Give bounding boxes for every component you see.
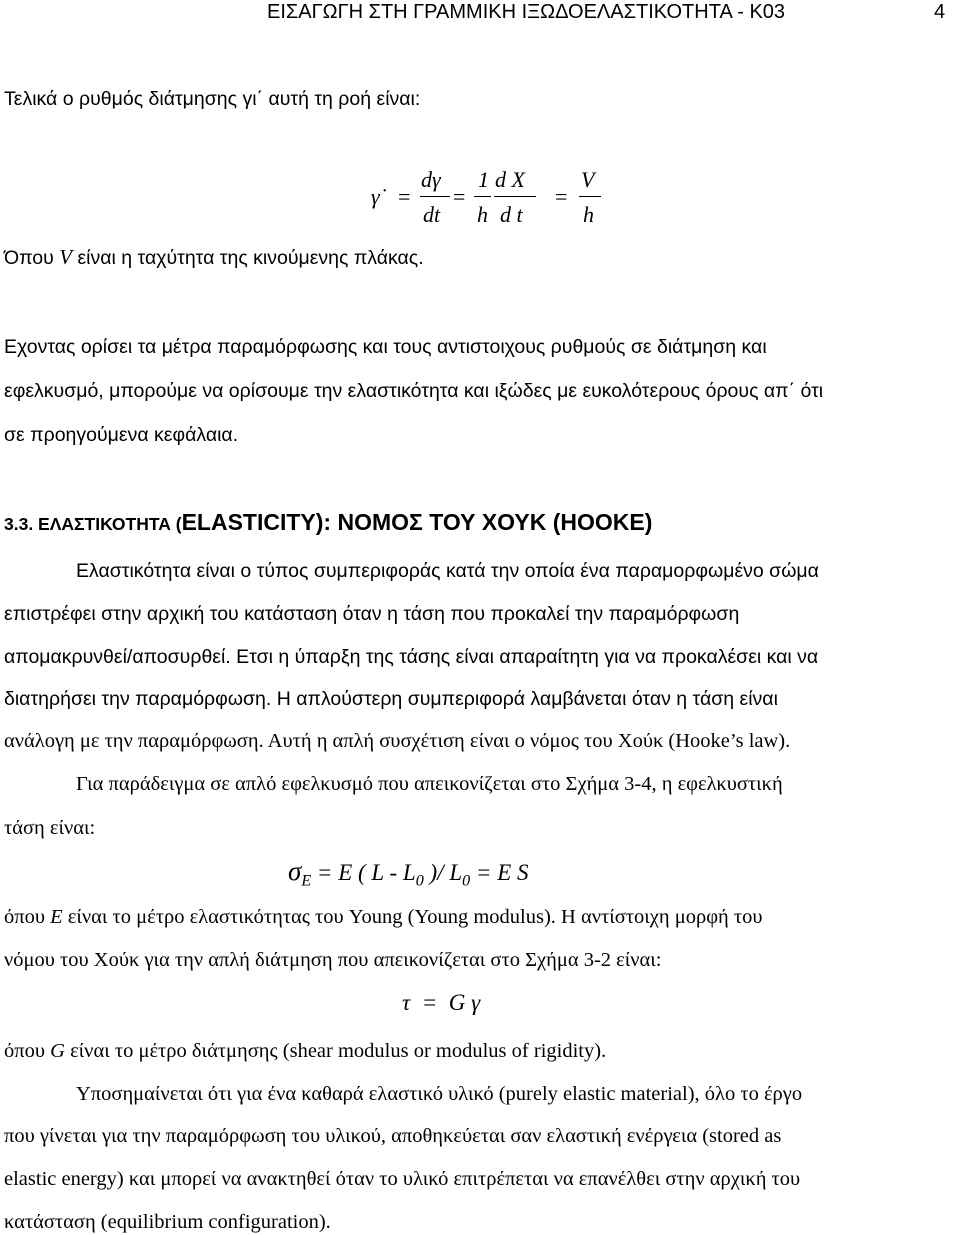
para1-line-2: εφελκυσμό, μπορούμε να ορίσουμε την ελαστικότητα και ιξώδες με ευκολότερους όρους απ΄ ότι	[4, 380, 824, 402]
para4-rest: είναι το μέτρο ελαστικότητας του Young (Young modulus). Η αντίστοιχη μορφή του	[67, 906, 763, 928]
para1-line-3: σε προηγούμενα κεφάλαια.	[4, 424, 239, 446]
para5-symbol: G	[50, 1040, 65, 1062]
page-number: 4	[934, 1, 946, 23]
para4-prefix: όπου	[4, 906, 45, 928]
para5-rest: είναι το μέτρο διάτμησης (shear modulus or modulus of rigidity).	[70, 1040, 607, 1062]
eq1-frac2-num: 1	[478, 167, 489, 192]
para2-line-1: Ελαστικότητα είναι ο τύπος συμπεριφοράς κατά την οποία ένα παραμορφωμένο σώμα	[76, 560, 819, 582]
para6-line-3: elastic energy) και μπορεί να ανακτηθεί όταν το υλικό επιτρέπεται να επανέλθει στην αρχική του	[4, 1168, 801, 1190]
eq1-frac3-den: d t	[500, 202, 523, 227]
para3-line-2: τάση είναι:	[4, 817, 96, 839]
para2-line-4: διατηρήσει την παραμόρφωση. Η απλούστερη συμπεριφορά λαμβάνεται όταν η τάση είναι	[4, 688, 778, 710]
section-heading-prefix: 3.3. ΕΛΑΣΤΙΚΟΤΗΤΑ (	[4, 514, 182, 534]
eq2-sub-e: E	[301, 872, 312, 890]
para6-line-4: κατάσταση (equilibrium configuration).	[4, 1211, 331, 1233]
eq1-frac2-bar	[474, 196, 491, 197]
eq1-frac2-den: h	[477, 202, 488, 227]
para2-line-2: επιστρέφει στην αρχική του κατάσταση όταν η τάση που προκαλεί την παραμόρφωση	[4, 603, 740, 625]
eq1-lhs: γ̇	[371, 184, 380, 209]
eq2-rhs-b: )/ L	[423, 860, 463, 885]
eq2-sub-0a: 0	[415, 872, 424, 890]
eq2-sigma: σ	[288, 856, 302, 886]
para5-prefix: όπου	[4, 1040, 45, 1062]
eq1-frac4-bar	[579, 196, 601, 197]
running-title: ΕΙΣΑΓΩΓΗ ΣΤΗ ΓΡΑΜΜΙΚΗ ΙΞΩΔΟΕΛΑΣΤΙΚΟΤΗΤΑ - Κ03	[267, 1, 786, 23]
tensile-stress-equation	[288, 856, 529, 891]
where-v-line	[4, 245, 424, 270]
eq1-frac4-num: V	[581, 167, 595, 192]
eq2-sub-0b: 0	[462, 872, 471, 890]
eq1-frac3-bar	[494, 196, 536, 197]
eq1-frac1-den: dt	[423, 202, 441, 227]
eq1-equals-3: =	[555, 184, 568, 209]
section-heading	[4, 509, 652, 536]
para6-line-2: που γίνεται για την παραμόρφωση του υλικού, αποθηκεύεται σαν ελαστική ενέργεια (stored as	[4, 1125, 782, 1147]
eq1-frac1-bar	[420, 196, 450, 197]
shear-hooke-equation: τ = G γ	[402, 990, 481, 1015]
running-header	[267, 1, 785, 24]
para2-line-5: ανάλογη με την παραμόρφωση. Αυτή η απλή συσχέτιση είναι ο νόμος του Χούκ (Hooke’s law).	[4, 730, 791, 752]
where-v-symbol: V	[59, 245, 73, 269]
where-v-prefix: Όπου	[4, 247, 54, 269]
eq2-rhs-a: = E ( L - L	[316, 860, 416, 885]
para2-line-3: απομακρυνθεί/αποσυρθεί. Ετσι η ύπαρξη της τάσης είναι απαραίτητη για να προκαλέσει και να	[4, 646, 819, 668]
para4-line-2: νόμου του Χούκ για την απλή διάτμηση που απεικονίζεται στο Σχήμα 3-2 είναι:	[4, 949, 662, 971]
where-v-rest: είναι η ταχύτητα της κινούμενης πλάκας.	[77, 247, 424, 269]
para5-line	[4, 1040, 606, 1063]
eq1-equals-1: =	[398, 184, 411, 209]
eq1-frac3-num: d X	[495, 167, 525, 192]
para6-line-1: Υποσημαίνεται ότι για ένα καθαρά ελαστικό υλικό (purely elastic material), όλο το έργο	[76, 1083, 803, 1105]
eq1-frac1-num: dγ	[421, 167, 441, 192]
eq1-equals-2: =	[453, 184, 466, 209]
para1-line-1: Εχοντας ορίσει τα μέτρα παραμόρφωσης και τους αντιστοιχους ρυθμούς σε διάτμηση και	[4, 336, 767, 358]
intro-line: Τελικά ο ρυθμός διάτμησης γι΄ αυτή τη ροή είναι:	[4, 88, 421, 110]
eq1-frac4-den: h	[583, 202, 594, 227]
eq2-rhs-c: = E S	[470, 860, 529, 885]
section-heading-rest: ELASTICITY): ΝΟΜΟΣ ΤΟΥ ΧΟΥΚ (HOOKE)	[181, 509, 653, 535]
para4-symbol: E	[50, 906, 63, 928]
para3-line-1: Για παράδειγμα σε απλό εφελκυσμό που απεικονίζεται στο Σχήμα 3-4, η εφελκυστική	[76, 773, 783, 795]
para4-line-1	[4, 906, 763, 929]
